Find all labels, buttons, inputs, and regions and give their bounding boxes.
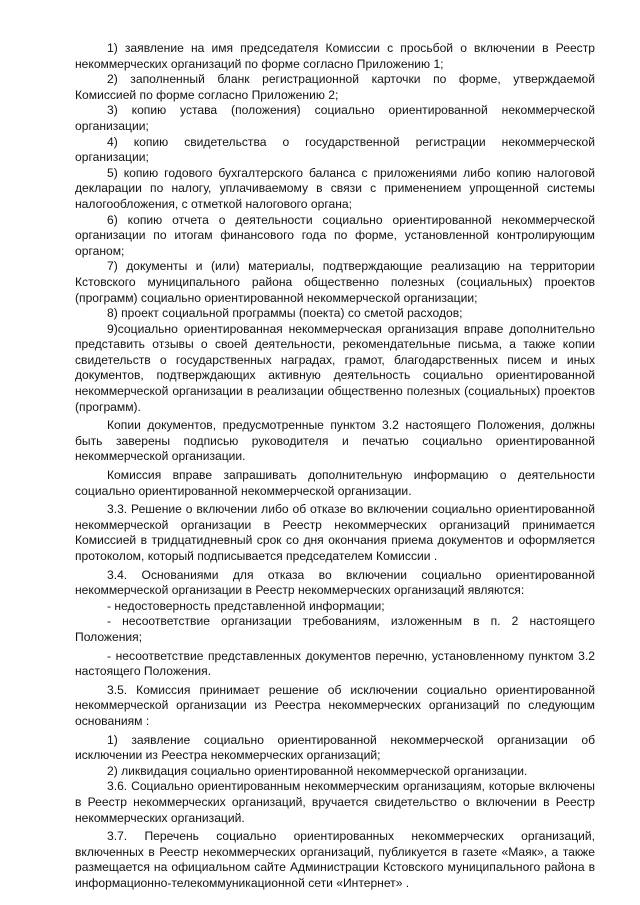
section-3-7: 3.7. Перечень социально ориентированных некоммерческих организаций, включенных в Реестр некоммерческих организаций, публикуется в газете «Маяк», а также размещается на официальном сайте Администрации Кстовского муниципального района в информационно-телекоммуникационной сети «Интернет» . (75, 829, 595, 890)
refusal-reason-1: - недостоверность представленной информации; (107, 598, 385, 613)
item-8-social-program: 8) проект социальной программы (поекта) со сметой расходов; (107, 306, 463, 321)
item-6-activity-report: 6) копию отчета о деятельности социально ориентированной некоммерческой организации по итогам финансового года по форме, установленной контролирующим органом; (75, 212, 595, 258)
item-2-registration-card: 2) заполненный бланк регистрационной карточки по форме, утверждаемой Комиссией по форме согласно Приложению 2; (75, 72, 595, 102)
commission-request-paragraph: Комиссия вправе запрашивать дополнительную информацию о деятельности социально ориентированной некоммерческой организации. (75, 468, 595, 498)
item-1-application: 1) заявление на имя председателя Комиссии с просьбой о включении в Реестр некоммерческих организаций по форме согласно Приложению 1; (75, 41, 595, 71)
refusal-reason-2: - несоответствие организации требованиям, изложенным в п. 2 настоящего Положения; (75, 614, 595, 644)
refusal-reason-3: - несоответствие представленных документов перечню, установленному пунктом 3.2 настоящего Положения. (75, 648, 595, 679)
section-3-4: 3.4. Основаниями для отказа во включении социально ориентированной некоммерческой организации в Реестр некоммерческих организаций являются: (75, 567, 595, 598)
section-3-3: 3.3. Решение о включении либо об отказе во включении социально ориентированной некоммерческой организации в Реестр некоммерческих организаций принимается Комиссией в тридцатидневный срок со дня окончания приема документов и оформляется протоколом, который подписывается председателем Комиссии . (75, 502, 595, 563)
copies-certification-paragraph: Копии документов, предусмотренные пунктом 3.2 настоящего Положения, должны быть заверены подписью руководителя и печатью социально ориентированной некоммерческой организации. (75, 418, 595, 464)
exclusion-reason-2: 2) ликвидация социально ориентированной некоммерческой организации. (107, 763, 528, 778)
document-body (75, 41, 595, 891)
section-3-6: 3.6. Социально ориентированным некоммерческим организациям, которые включены в Реестр некоммерческих организаций, вручается свидетельство о включении в Реестр некоммерческих организаций. (75, 779, 595, 825)
item-9-additional-materials: 9)социально ориентированная некоммерческая организация вправе дополнительно представить отзывы о своей деятельности, рекомендательные письма, а также копии свидетельств о государственных наградах, грамот, благодарственных писем и иных документов, подтверждающих активную деятельность социально ориентированной некоммерческой организации в реализации общественно полезных (социальных) проектов (программ). (75, 321, 595, 414)
section-3-5: 3.5. Комиссия принимает решение об исключении социально ориентированной некоммерческой организации из Реестра некоммерческих организаций по следующим основаниям : (75, 682, 595, 728)
exclusion-reason-1: 1) заявление социально ориентированной некоммерческой организации об исключении из Реестра некоммерческих организаций; (75, 732, 595, 763)
item-7-project-materials: 7) документы и (или) материалы, подтверждающие реализацию на территории Кстовского муниципального района общественно полезных (социальных) проектов (программ) социально ориентированной некоммерческой организации; (75, 259, 595, 305)
item-3-charter-copy: 3) копию устава (положения) социально ориентированной некоммерческой организации; (75, 103, 595, 133)
item-5-balance-sheet: 5) копию годового бухгалтерского баланса с приложениями либо копию налоговой декларации по налогу, уплачиваемому в связи с применением упрощенной системы налогообложения, с отметкой налогового органа; (75, 165, 595, 211)
item-4-registration-certificate: 4) копию свидетельства о государственной регистрации некоммерческой организации; (75, 134, 595, 165)
